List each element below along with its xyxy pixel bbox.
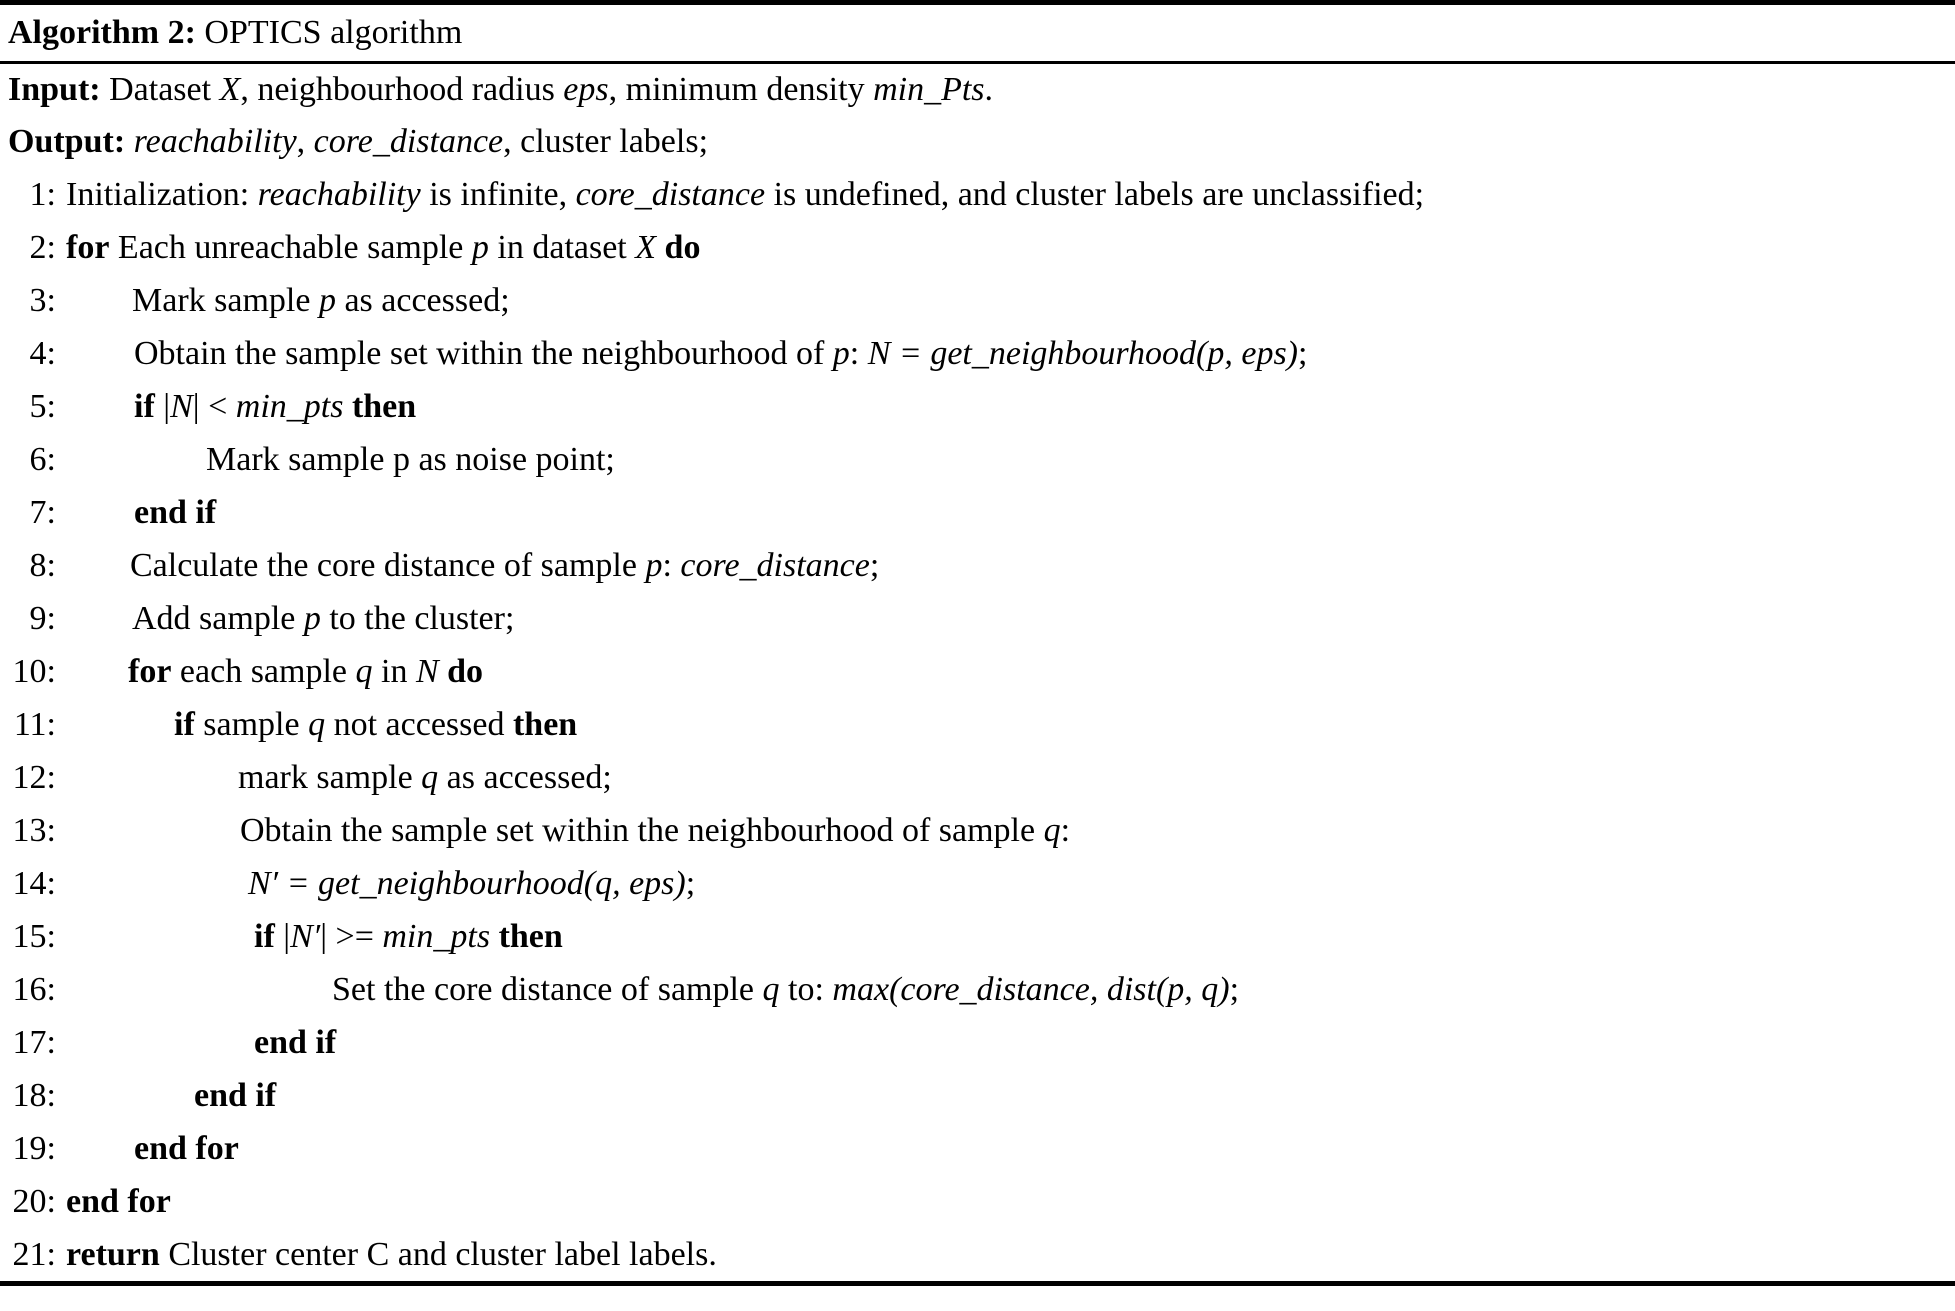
text-segment: do (447, 653, 484, 690)
text-segment: each sample (171, 653, 356, 690)
text-segment: . (984, 71, 994, 108)
algorithm-line (0, 698, 1955, 751)
line-content (66, 592, 514, 645)
text-segment: if (134, 388, 155, 425)
line-number: 17: (12, 1024, 56, 1061)
line-content (66, 380, 416, 433)
text-segment: | >= (320, 918, 383, 955)
text-segment (343, 388, 352, 425)
algorithm-line (0, 380, 1955, 433)
text-segment: return (66, 1236, 160, 1273)
text-segment: , minimum density (608, 71, 874, 108)
text-segment: | (274, 918, 291, 955)
algorithm-line (0, 274, 1955, 327)
text-segment: X (219, 71, 241, 108)
text-segment: in (372, 653, 416, 690)
line-number: 3: (29, 282, 56, 319)
text-segment: q (421, 759, 439, 796)
line-content (66, 645, 483, 698)
algorithm-line (0, 963, 1955, 1016)
text-segment: q (1043, 812, 1061, 849)
algorithm-line (0, 857, 1955, 910)
line-content (66, 804, 1070, 857)
text-segment: p (645, 547, 663, 584)
text-segment: not accessed (325, 706, 513, 743)
line-number: 11: (13, 706, 56, 743)
line-content (66, 486, 216, 539)
text-segment: min_pts (235, 388, 344, 425)
algorithm-title-label: Algorithm 2: (8, 14, 196, 51)
text-segment (439, 653, 448, 690)
text-segment: end for (134, 1130, 239, 1167)
line-content (66, 1069, 276, 1122)
text-segment: mark sample (238, 759, 422, 796)
text-segment: core_distance (575, 176, 766, 213)
text-segment: then (498, 918, 563, 955)
line-number: 12: (12, 759, 56, 796)
text-segment: N (170, 388, 193, 425)
text-segment: reachability (133, 123, 297, 160)
text-segment: ; (1298, 335, 1308, 372)
line-number: 4: (29, 335, 56, 372)
line-number: 1: (29, 176, 56, 213)
algorithm-line (0, 168, 1955, 221)
text-segment: Dataset (100, 71, 220, 108)
text-segment: : (849, 335, 868, 372)
line-number: 10: (12, 653, 56, 690)
algorithm-line (0, 751, 1955, 804)
text-segment: q (355, 653, 373, 690)
line-number: 8: (29, 547, 56, 584)
text-segment: max(core_distance, dist(p, q) (832, 971, 1230, 1008)
text-segment: for (128, 653, 172, 690)
line-content (66, 963, 1239, 1016)
text-segment: Input: (8, 71, 101, 108)
algorithm-title-text: OPTICS algorithm (195, 14, 463, 51)
header-line (0, 64, 1955, 116)
text-segment: Mark sample p as noise point; (206, 441, 615, 478)
text-segment: Obtain the sample set within the neighbourhood of sample (240, 812, 1044, 849)
algorithm-title (0, 5, 1955, 61)
text-segment: end if (194, 1077, 277, 1114)
line-number: 13: (12, 812, 56, 849)
text-segment: if (174, 706, 195, 743)
text-segment: as accessed; (335, 282, 510, 319)
text-segment: N′ (290, 918, 321, 955)
text-segment: Mark sample (132, 282, 319, 319)
text-segment: reachability (257, 176, 421, 213)
text-segment: if (254, 918, 275, 955)
text-segment: : (662, 547, 681, 584)
text-segment: is undefined, and cluster labels are unclassified; (765, 176, 1425, 213)
text-segment: , neighbourhood radius (240, 71, 564, 108)
line-content (66, 1175, 171, 1228)
line-content (66, 168, 1424, 221)
text-segment: p (303, 600, 321, 637)
line-content (66, 1122, 239, 1175)
algorithm-line (0, 539, 1955, 592)
algorithm-line (0, 1016, 1955, 1069)
algorithm-lines (0, 168, 1955, 1281)
line-number: 7: (29, 494, 56, 531)
text-segment: for (66, 229, 110, 266)
text-segment: core_distance (313, 123, 504, 160)
text-segment: q (308, 706, 326, 743)
line-number: 20: (12, 1183, 56, 1220)
text-segment: Set the core distance of sample (332, 971, 763, 1008)
line-content (66, 910, 563, 963)
header-line (0, 116, 1955, 168)
text-segment: | < (192, 388, 236, 425)
line-number: 16: (12, 971, 56, 1008)
line-content (66, 274, 510, 327)
algorithm-line (0, 221, 1955, 274)
line-content (66, 327, 1307, 380)
text-segment: min_Pts (873, 71, 985, 108)
line-number: 2: (29, 229, 56, 266)
algorithm-line (0, 910, 1955, 963)
text-segment: Each unreachable sample (109, 229, 472, 266)
text-segment: ; (1229, 971, 1240, 1008)
line-number: 21: (12, 1236, 56, 1273)
text-segment: | (154, 388, 171, 425)
text-segment: q (762, 971, 780, 1008)
text-segment: Initialization: (66, 176, 258, 213)
text-segment: to: (779, 971, 833, 1008)
algorithm-line (0, 1228, 1955, 1281)
text-segment: do (664, 229, 701, 266)
line-content (66, 1228, 717, 1281)
line-number: 18: (12, 1077, 56, 1114)
text-segment (490, 918, 499, 955)
text-segment (125, 123, 134, 160)
text-segment: sample (194, 706, 309, 743)
line-content (66, 539, 879, 592)
text-segment: p (318, 282, 336, 319)
line-number: 9: (29, 600, 56, 637)
algorithm-line (0, 1122, 1955, 1175)
text-segment: Cluster center C and cluster label labels. (159, 1236, 717, 1273)
algorithm-line (0, 804, 1955, 857)
algorithm-line (0, 486, 1955, 539)
text-segment: N′ = get_neighbourhood(q, eps) (248, 865, 686, 902)
text-segment: , cluster labels; (503, 123, 709, 160)
text-segment: eps (563, 71, 609, 108)
text-segment: ; (685, 865, 696, 902)
line-number: 6: (29, 441, 56, 478)
line-content (66, 1016, 336, 1069)
text-segment: X (635, 229, 657, 266)
text-segment: core_distance (680, 547, 870, 584)
text-segment: N = get_neighbourhood(p, eps) (867, 335, 1298, 372)
line-content (66, 221, 700, 274)
line-number: 5: (29, 388, 56, 425)
algorithm-line (0, 327, 1955, 380)
text-segment: Obtain the sample set within the neighbourhood of (134, 335, 833, 372)
line-number: 19: (12, 1130, 56, 1167)
text-segment: p (471, 229, 489, 266)
text-segment: is infinite, (420, 176, 576, 213)
text-segment: then (512, 706, 578, 743)
text-segment: ; (869, 547, 880, 584)
text-segment: , (296, 123, 314, 160)
text-segment: as accessed; (438, 759, 612, 796)
text-segment: end for (66, 1183, 171, 1220)
text-segment: p (832, 335, 850, 372)
algorithm-line (0, 645, 1955, 698)
algorithm-line (0, 592, 1955, 645)
text-segment: Calculate the core distance of sample (130, 547, 646, 584)
algorithm-header (0, 64, 1955, 168)
rule-bottom (0, 1281, 1955, 1286)
line-number: 14: (12, 865, 56, 902)
algorithm-line (0, 1069, 1955, 1122)
text-segment: then (351, 388, 417, 425)
text-segment: end if (134, 494, 217, 531)
line-content (66, 698, 577, 751)
line-content (66, 433, 615, 486)
text-segment: to the cluster; (320, 600, 515, 637)
text-segment: in dataset (488, 229, 636, 266)
line-number: 15: (12, 918, 56, 955)
text-segment: Add sample (132, 600, 304, 637)
text-segment: min_pts (382, 918, 491, 955)
algorithm-line (0, 433, 1955, 486)
line-content (66, 751, 612, 804)
line-content (66, 857, 695, 910)
text-segment: Output: (8, 123, 126, 160)
text-segment: N (415, 653, 439, 690)
text-segment (656, 229, 665, 266)
text-segment: end if (254, 1024, 337, 1061)
text-segment: : (1060, 812, 1071, 849)
algorithm-line (0, 1175, 1955, 1228)
